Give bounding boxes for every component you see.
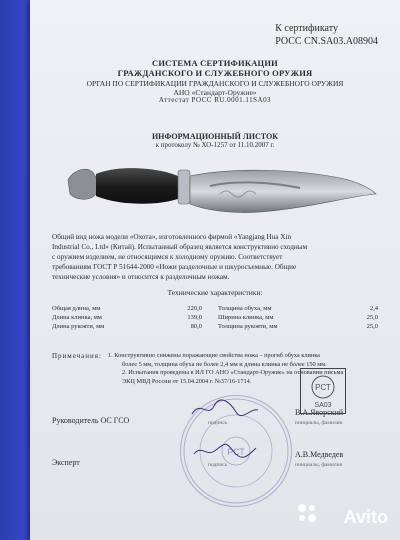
spec-row <box>52 322 202 331</box>
expert-label: Эксперт <box>52 458 80 467</box>
head-signature-row <box>52 410 129 428</box>
knife-image <box>60 150 380 230</box>
note-1-line1: 1. Конструктивно снижены поражающие свойства ножа – прогиб обуха клинка <box>107 352 320 359</box>
head-name-caption: инициалы, фамилия <box>295 420 343 426</box>
certificate-ref-line2: РОСС CN.SA03.A08904 <box>275 36 378 47</box>
expert-name: А.В.Медведев <box>295 450 344 459</box>
certificate-ref-line1: К сертификату <box>275 23 338 34</box>
spec-label: Толщина обуха, мм <box>218 305 272 312</box>
note-2-line2: ЭКЦ МВД России от 15.04.2004 г. №37/16-1714. <box>122 377 252 385</box>
head-name: В.А.Яворский <box>295 408 344 417</box>
specs-right-column <box>218 304 378 331</box>
protocol-reference: к протоколу № ХО-1257 от 11.10.2007 г. <box>155 141 275 149</box>
rst-mark-icon <box>301 369 345 413</box>
description-line2: Industrial Co., Ltd» (Китай). Испытанный образец является конструктивно сходным <box>52 243 308 251</box>
description-line1: Общий вид ножа модели «Охота», изготовленного фирмой «Yangjang Hua Xin <box>52 233 292 241</box>
avito-watermark: Avito <box>343 507 388 527</box>
system-title-line1: СИСТЕМА СЕРТИФИКАЦИИ <box>152 58 278 68</box>
expert-signature-row <box>52 452 80 470</box>
spec-row <box>218 322 378 331</box>
org-line1: ОРГАН ПО СЕРТИФИКАЦИИ ГРАЖДАНСКОГО И СЛУЖЕБНОГО ОРУЖИЯ <box>86 79 344 88</box>
spec-label: Длина клинка, мм <box>52 314 102 321</box>
spec-row <box>52 313 202 322</box>
description-line5: технические условия» и относится к разделочным ножам. <box>52 273 230 281</box>
description-line3: с оружием изделием, не относящимся к холодному оружию. Соответствует <box>52 253 283 261</box>
accreditation: Аттестат РОСС RU.0001.11SA03 <box>158 96 272 104</box>
spec-label: Длина рукояти, мм <box>52 323 105 330</box>
spec-row <box>218 313 378 322</box>
note-2-line1: 2. Испытания проведены в ИЛ ГО АНО «Стандарт-Оружие» на основании письма <box>122 369 344 376</box>
note-1-line2: более 5 мм, толщина обуха не более 2,4 мм и длина клинка не более 150 мм. <box>122 360 327 368</box>
spec-value: 220,0 <box>187 305 202 312</box>
document-title: ИНФОРМАЦИОННЫЙ ЛИСТОК <box>151 132 279 141</box>
expert-signature <box>190 440 260 462</box>
spec-label: Ширина клинка, мм <box>218 314 274 321</box>
head-signature <box>190 398 260 420</box>
head-label: Руководитель ОС ГСО <box>52 416 130 425</box>
seal-mark: РСТ <box>227 447 245 457</box>
expert-name-caption: инициалы, фамилия <box>295 462 343 468</box>
system-title-line2: ГРАЖДАНСКОГО И СЛУЖЕБНОГО ОРУЖИЯ <box>117 68 313 78</box>
description-line4: требованиям ГОСТ Р 51644-2000 «Ножи разделочные и шкуросъемные. Общие <box>52 263 297 271</box>
rst-code: SA03 <box>314 402 332 409</box>
spec-value: 139,0 <box>187 314 202 321</box>
head-sig-caption: подпись <box>208 420 228 426</box>
spec-row <box>52 304 202 313</box>
certification-mark-box <box>300 368 346 414</box>
certificate-sheet <box>30 0 400 540</box>
description-text <box>52 232 382 282</box>
specs-left-column <box>52 304 202 331</box>
certificate-reference <box>275 22 378 48</box>
specs-title: Технические характеристики: <box>167 288 263 297</box>
spec-value: 25,0 <box>366 323 378 330</box>
rst-text: РСТ <box>315 383 331 392</box>
expert-sig-caption: подпись <box>208 462 228 468</box>
spec-row <box>218 304 378 313</box>
avito-logo-icon <box>296 502 318 524</box>
spec-label: Общая длина, мм <box>52 305 101 312</box>
notes-first-row <box>52 352 387 361</box>
spec-label: Толщина рукояти, мм <box>218 323 278 330</box>
org-line2: АНО «Стандарт-Оружие» <box>173 88 257 97</box>
spec-value: 25,0 <box>366 314 378 321</box>
spec-value: 2,4 <box>369 305 378 312</box>
notes-label: Примечания: <box>52 352 102 360</box>
spec-value: 80,0 <box>190 323 202 330</box>
